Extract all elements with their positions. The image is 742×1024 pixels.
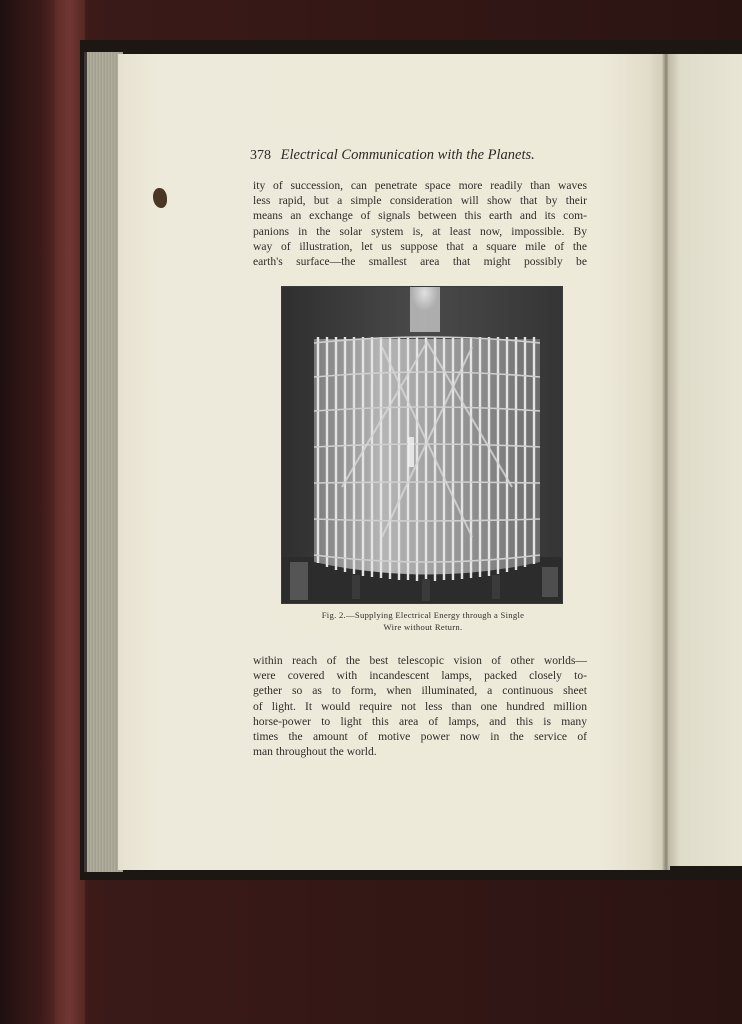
text-line: gether so as to form, when illuminated, a continuous sheet: [253, 684, 587, 698]
text-line: ity of succession, can penetrate space more readily than waves: [253, 179, 587, 192]
running-header: [250, 147, 570, 164]
caption-line: Wire without Return.: [383, 622, 463, 632]
text-line: way of illustration, let us suppose that a square mile of the: [253, 239, 587, 253]
text-line: panions in the solar system is, at least now, impossible. By: [253, 224, 587, 238]
figure-photograph: [281, 286, 563, 604]
right-page: [668, 54, 742, 866]
text-line: earth's surface—the smallest area that might possibly be: [253, 255, 587, 269]
text-line: means an exchange of signals between this earth and its com-: [253, 209, 587, 223]
page-stain: [153, 188, 167, 208]
figure-caption: [250, 609, 596, 633]
running-title: Electrical Communication with the Planets.: [280, 147, 535, 163]
text-line: less rapid, but a simple consideration will show that by their: [253, 194, 587, 208]
coil-photo-illustration: [282, 287, 562, 603]
text-line: man throughout the world.: [253, 745, 377, 759]
paragraph-bottom: [253, 653, 587, 759]
text-line: of light. It would require not less than one hundred million: [253, 699, 587, 713]
text-line: within reach of the best telescopic vision of other worlds—: [253, 654, 587, 667]
caption-line: Fig. 2.—Supplying Electrical Energy through a Single: [321, 610, 525, 620]
text-line: horse-power to light this area of lamps, and this is many: [253, 714, 587, 728]
paragraph-top: [253, 178, 587, 269]
text-line: times the amount of motive power now in the service of: [253, 730, 587, 744]
text-line: were covered with incandescent lamps, packed closely to-: [253, 669, 587, 683]
page-number: 378: [250, 148, 271, 163]
